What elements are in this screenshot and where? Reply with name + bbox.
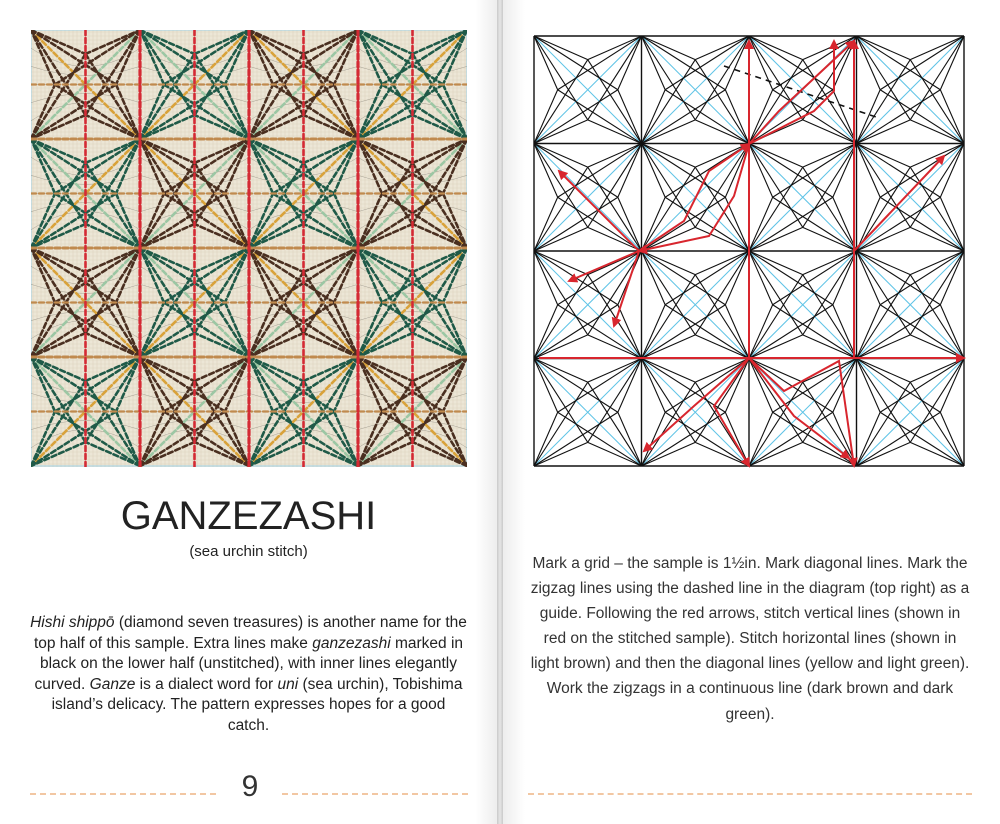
zigzag-line [534, 167, 588, 251]
zigzag-line [534, 36, 588, 120]
zigzag-line [857, 60, 911, 144]
zigzag-line [749, 359, 803, 443]
zigzag-line [665, 36, 749, 90]
zigzag-line [749, 197, 833, 251]
zigzag-line [588, 36, 642, 120]
zigzag-line [749, 382, 803, 466]
paragraph-run: Hishi shippō [30, 614, 115, 631]
zigzag-line [910, 167, 964, 251]
zigzag-line [642, 36, 696, 120]
zigzag-line [749, 251, 833, 305]
zigzag-line [773, 197, 857, 251]
zigzag-line [910, 359, 964, 443]
stitch-direction-arrow [569, 251, 639, 281]
folio-rule-right [282, 793, 468, 795]
zigzag-line [534, 36, 618, 90]
zigzag-line [749, 305, 833, 359]
zigzag-line [910, 60, 964, 144]
zigzag-line [642, 275, 696, 359]
zigzag-line [857, 251, 911, 335]
stitch-diagram [534, 36, 964, 466]
zigzag-line [534, 197, 618, 251]
zigzag-line [695, 251, 749, 335]
zigzag-line [558, 412, 642, 466]
stitched-sample-photo [31, 30, 467, 467]
zigzag-line [880, 197, 964, 251]
ganzezashi-diagram [534, 36, 964, 466]
zigzag-line [534, 251, 588, 335]
zigzag-line [588, 275, 642, 359]
zigzag-line [749, 144, 833, 198]
zigzag-line [857, 275, 911, 359]
left-page [0, 0, 497, 824]
zigzag-line [857, 90, 941, 144]
zigzag-line [642, 60, 696, 144]
zigzag-line [534, 275, 588, 359]
zigzag-line [910, 36, 964, 120]
zigzag-line [588, 359, 642, 443]
zigzag-line [880, 36, 964, 90]
zigzag-line [642, 197, 726, 251]
paragraph-run: is a dialect word for [135, 675, 278, 693]
zigzag-line [588, 60, 642, 144]
zigzag-line [642, 167, 696, 251]
paragraph-run: (sea urchin), Tobishima island’s delicacy. The pattern expresses hopes for a good catch. [51, 675, 463, 734]
paragraph-run: marked in black on the lower half (unstitched), with inner lines elegantly curved. [34, 634, 464, 693]
zigzag-line [857, 36, 911, 120]
zigzag-line [534, 60, 588, 144]
zigzag-line [642, 251, 696, 335]
zigzag-line [642, 36, 726, 90]
zigzag-line [695, 36, 749, 120]
zigzag-line [803, 36, 857, 120]
zigzag-line [857, 251, 941, 305]
instructions-paragraph: Mark a grid – the sample is 1½in. Mark diagonal lines. Mark the zigzag lines using the dashed line in the diagram (top right) as a guide. Following the red arrows, stitch vertical lines (shown in red on the stitched sample). Stitch horizontal lines (shown in light brown) and then the diagonal lines (yellow and light green). Work the zigzags in a continuous line (dark brown and dark green). [530, 555, 970, 723]
zigzag-line [558, 144, 642, 198]
zigzag-line [642, 305, 726, 359]
zigzag-line [534, 359, 588, 443]
paragraph-run: (diamond seven treasures) is another name for the top half of this sample. Extra lines make [33, 614, 467, 652]
zigzag-line [534, 305, 618, 359]
zigzag-line [665, 90, 749, 144]
zigzag-line [749, 275, 803, 359]
zigzag-line [534, 359, 618, 413]
zigzag-line [749, 412, 833, 466]
zigzag-line [695, 60, 749, 144]
zigzag-line [880, 359, 964, 413]
zigzag-line [642, 90, 726, 144]
zigzag-line [695, 359, 749, 443]
stitched-sample-image [31, 30, 467, 467]
zigzag-line [642, 251, 726, 305]
description-paragraph [30, 613, 467, 736]
zigzag-line [880, 305, 964, 359]
zigzag-line [773, 90, 857, 144]
zigzag-line [880, 90, 964, 144]
zigzag-line [534, 412, 618, 466]
zigzag-line [749, 167, 803, 251]
page-number: 9 [241, 770, 259, 803]
zigzag-line [534, 144, 588, 228]
zigzag-line [642, 412, 726, 466]
zigzag-line [803, 144, 857, 228]
zigzag-line [558, 305, 642, 359]
zigzag-line [534, 382, 588, 466]
zigzag-line [857, 144, 911, 228]
zigzag-line [857, 359, 941, 413]
zigzag-line [642, 382, 696, 466]
zigzag-line [857, 412, 941, 466]
zigzag-line [665, 251, 749, 305]
zigzag-line [695, 275, 749, 359]
folio-rule [528, 793, 972, 795]
paragraph-run: uni [277, 675, 299, 693]
zigzag-line [695, 167, 749, 251]
zigzag-line [558, 197, 642, 251]
zigzag-line [857, 305, 941, 359]
zigzag-line [773, 251, 857, 305]
zigzag-line [665, 359, 749, 413]
zigzag-line [857, 36, 941, 90]
zigzag-line [803, 251, 857, 335]
zigzag-line [558, 90, 642, 144]
zigzag-line [910, 275, 964, 359]
zigzag-line [588, 144, 642, 228]
zigzag-line [749, 36, 833, 90]
zigzag-line [534, 90, 618, 144]
page-subtitle: (sea urchin stitch) [189, 543, 308, 560]
zigzag-line [857, 144, 941, 198]
page-title: GANZEZASHI [120, 494, 377, 538]
zigzag-line [857, 359, 911, 443]
zigzag-line [880, 251, 964, 305]
stitch-direction-arrow [559, 171, 639, 251]
zigzag-line [773, 305, 857, 359]
zigzag-line [749, 359, 833, 413]
zigzag-line [558, 359, 642, 413]
folio-rule-left [30, 793, 216, 795]
zigzag-line [558, 251, 642, 305]
zigzag-line [642, 144, 726, 198]
zigzag-line [803, 275, 857, 359]
zigzag-line [558, 36, 642, 90]
zigzag-line [803, 167, 857, 251]
zigzag-line [749, 144, 803, 228]
zigzag-line [910, 382, 964, 466]
zigzag-line [773, 144, 857, 198]
zigzag-line [773, 412, 857, 466]
zigzag-line [910, 251, 964, 335]
zigzag-line [880, 144, 964, 198]
zigzag-line [773, 36, 857, 90]
zigzag-line [588, 382, 642, 466]
zigzag-line [665, 305, 749, 359]
zigzag-line [910, 144, 964, 228]
paragraph-run: ganzezashi [312, 634, 391, 652]
paragraph-run: Ganze [89, 675, 136, 693]
zigzag-line [857, 382, 911, 466]
zigzag-line [880, 412, 964, 466]
zigzag-line [749, 251, 803, 335]
zigzag-line [642, 359, 726, 413]
